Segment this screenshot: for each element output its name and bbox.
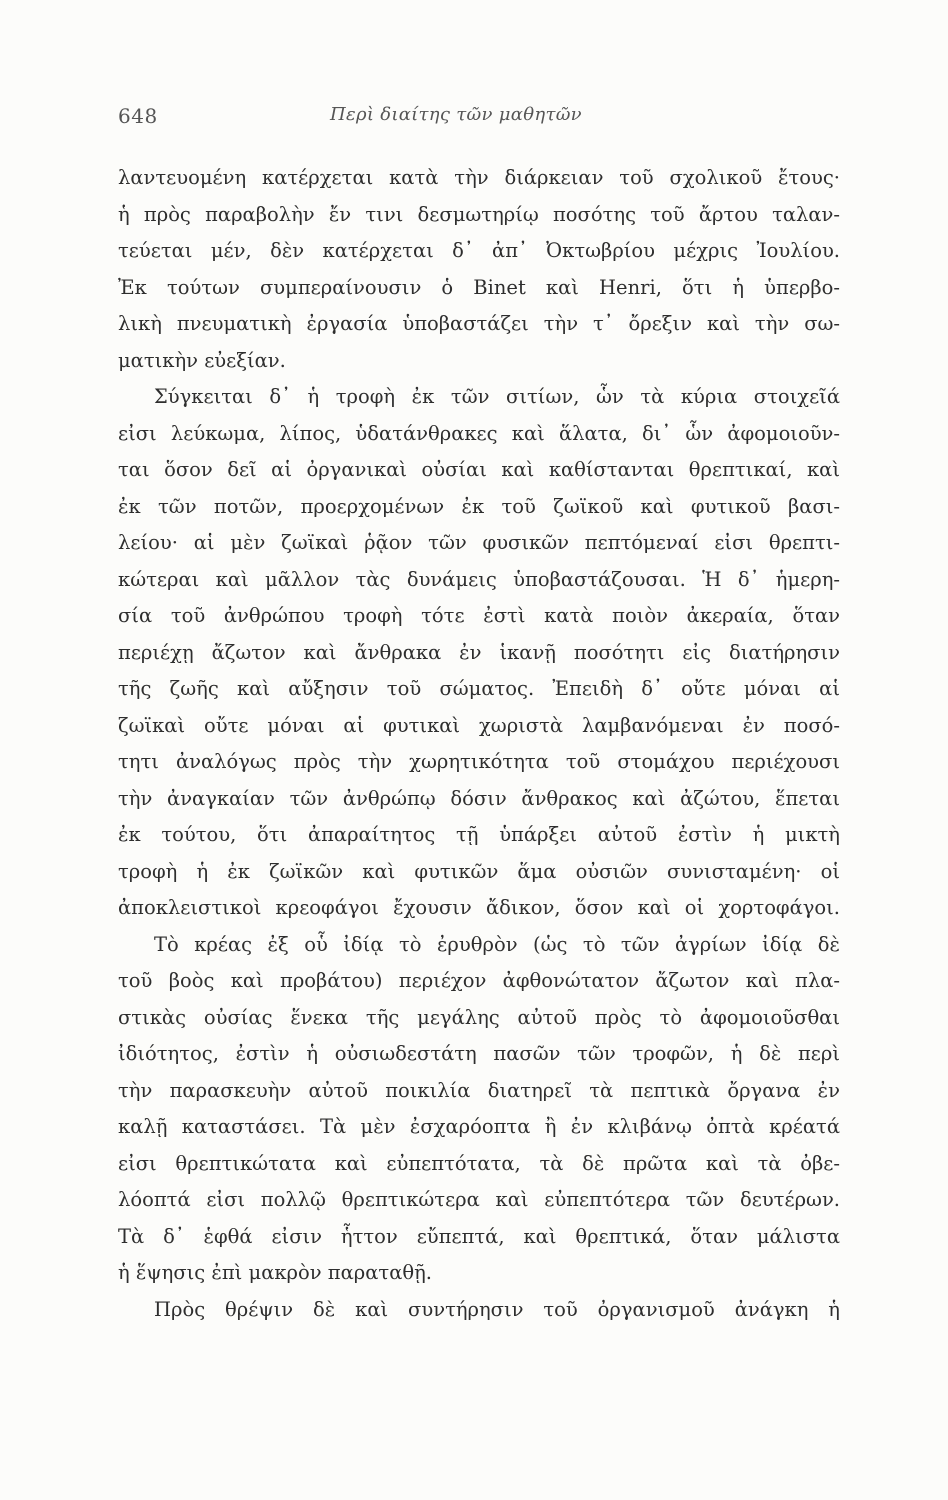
text-line: λαντευομένη κατέρχεται κατὰ τὴν διάρκειαν τοῦ σχολικοῦ ἔτους·	[118, 166, 840, 189]
text-line: ἡ ἕψησις ἐπὶ μακρὸν παραταθῇ.	[118, 1261, 432, 1284]
text-line: τῆς ζωῆς καὶ αὔξησιν τοῦ σώματος. Ἐπειδὴ δ᾿ οὔτε μόναι αἱ	[118, 677, 840, 700]
text-line: καλῇ καταστάσει. Τὰ μὲν ἐσχαρόοπτα ἢ ἐν κλιβάνῳ ὀπτὰ κρέατά	[118, 1115, 840, 1138]
text-line: κώτεραι καὶ μᾶλλον τὰς δυνάμεις ὑποβαστάζουσαι. Ἡ δ᾿ ἡμερη-	[118, 567, 840, 591]
text-line: τοῦ βοὸς καὶ προβάτου) περιέχον ἀφθονώτατον ἄζωτον καὶ πλα-	[118, 969, 840, 992]
text-line: ἀποκλειστικοὶ κρεοφάγοι ἔχουσιν ἄδικον, ὅσον καὶ οἱ χορτοφάγοι.	[118, 896, 840, 919]
text-line: περιέχῃ ἄζωτον καὶ ἄνθρακα ἐν ἱκανῇ ποσότητι εἰς διατήρησιν	[118, 640, 840, 664]
text-line: τροφὴ ἡ ἐκ ζωϊκῶν καὶ φυτικῶν ἅμα οὐσιῶν συνισταμένη· οἱ	[118, 859, 840, 883]
text-line: σία τοῦ ἀνθρώπου τροφὴ τότε ἐστὶ κατὰ ποιὸν ἀκεραία, ὅταν	[118, 604, 840, 627]
text-line: ἰδιότητος, ἐστὶν ἡ οὐσιωδεστάτη πασῶν τῶν τροφῶν, ἡ δὲ περὶ	[118, 1042, 840, 1065]
text-line: τητι ἀναλόγως πρὸς τὴν χωρητικότητα τοῦ στομάχου περιέχουσι	[118, 750, 840, 773]
text-line: Πρὸς θρέψιν δὲ καὶ συντήρησιν τοῦ ὀργανισμοῦ ἀνάγκη ἡ	[154, 1297, 840, 1321]
body-text	[118, 160, 840, 1328]
text-line: Σύγκειται δ᾿ ἡ τροφὴ ἐκ τῶν σιτίων, ὧν τὰ κύρια στοιχεῖά	[154, 385, 840, 408]
text-line: ματικὴν εὐεξίαν.	[118, 348, 286, 372]
text-line: ζωϊκαὶ οὔτε μόναι αἱ φυτικαὶ χωριστὰ λαμβανόμεναι ἐν ποσό-	[118, 713, 840, 737]
text-line: ἐκ τῶν ποτῶν, προερχομένων ἐκ τοῦ ζωϊκοῦ καὶ φυτικοῦ βασι-	[118, 494, 840, 518]
text-line: λόοπτά εἰσι πολλῷ θρεπτικώτερα καὶ εὐπεπτότερα τῶν δευτέρων.	[118, 1188, 840, 1211]
text-line: τὴν παρασκευὴν αὐτοῦ ποικιλία διατηρεῖ τὰ πεπτικὰ ὄργανα ἐν	[118, 1078, 840, 1102]
running-title: Περὶ διαίτης τῶν μαθητῶν	[330, 104, 582, 125]
text-line: λικὴ πνευματικὴ ἐργασία ὑποβαστάζει τὴν τ᾿ ὄρεξιν καὶ τὴν σω-	[118, 312, 840, 335]
text-line: ται ὅσον δεῖ αἱ ὀργανικαὶ οὐσίαι καὶ καθίστανται θρεπτικαί, καὶ	[118, 458, 840, 481]
text-line: τὴν ἀναγκαίαν τῶν ἀνθρώπῳ δόσιν ἄνθρακος καὶ ἀζώτου, ἕπεται	[118, 786, 840, 810]
text-line: ἡ πρὸς παραβολὴν ἔν τινι δεσμωτηρίῳ ποσότης τοῦ ἄρτου ταλαν-	[118, 202, 840, 226]
text-line: Τὰ δ᾿ ἑφθά εἰσιν ἧττον εὔπεπτά, καὶ θρεπτικά, ὅταν μάλιστα	[118, 1224, 840, 1248]
text-line: Τὸ κρέας ἐξ οὗ ἰδίᾳ τὸ ἐρυθρὸν (ὡς τὸ τῶν ἀγρίων ἰδίᾳ δὲ	[154, 932, 840, 956]
page-header	[118, 104, 838, 134]
text-line: ἐκ τούτου, ὅτι ἀπαραίτητος τῇ ὑπάρξει αὐτοῦ ἐστὶν ἡ μικτὴ	[118, 823, 840, 846]
text-line: εἰσι λεύκωμα, λίπος, ὑδατάνθρακες καὶ ἅλατα, δι᾿ ὧν ἀφομοιοῦν-	[118, 421, 840, 445]
text-line: Ἐκ τούτων συμπεραίνουσιν ὁ Binet καὶ Henri, ὅτι ἡ ὑπερβο-	[118, 275, 840, 299]
text-line: λείου· αἱ μὲν ζωϊκαὶ ῥᾷον τῶν φυσικῶν πεπτόμεναί εἰσι θρεπτι-	[118, 531, 840, 554]
page-number: 648	[118, 104, 158, 128]
text-line: εἰσι θρεπτικώτατα καὶ εὐπεπτότατα, τὰ δὲ πρῶτα καὶ τὰ ὀβε-	[118, 1151, 840, 1175]
text-line: τεύεται μέν, δὲν κατέρχεται δ᾿ ἀπ᾿ Ὀκτωβρίου μέχρις Ἰουλίου.	[118, 239, 840, 262]
text-line: στικὰς οὐσίας ἕνεκα τῆς μεγάλης αὐτοῦ πρὸς τὸ ἀφομοιοῦσθαι	[118, 1005, 840, 1029]
